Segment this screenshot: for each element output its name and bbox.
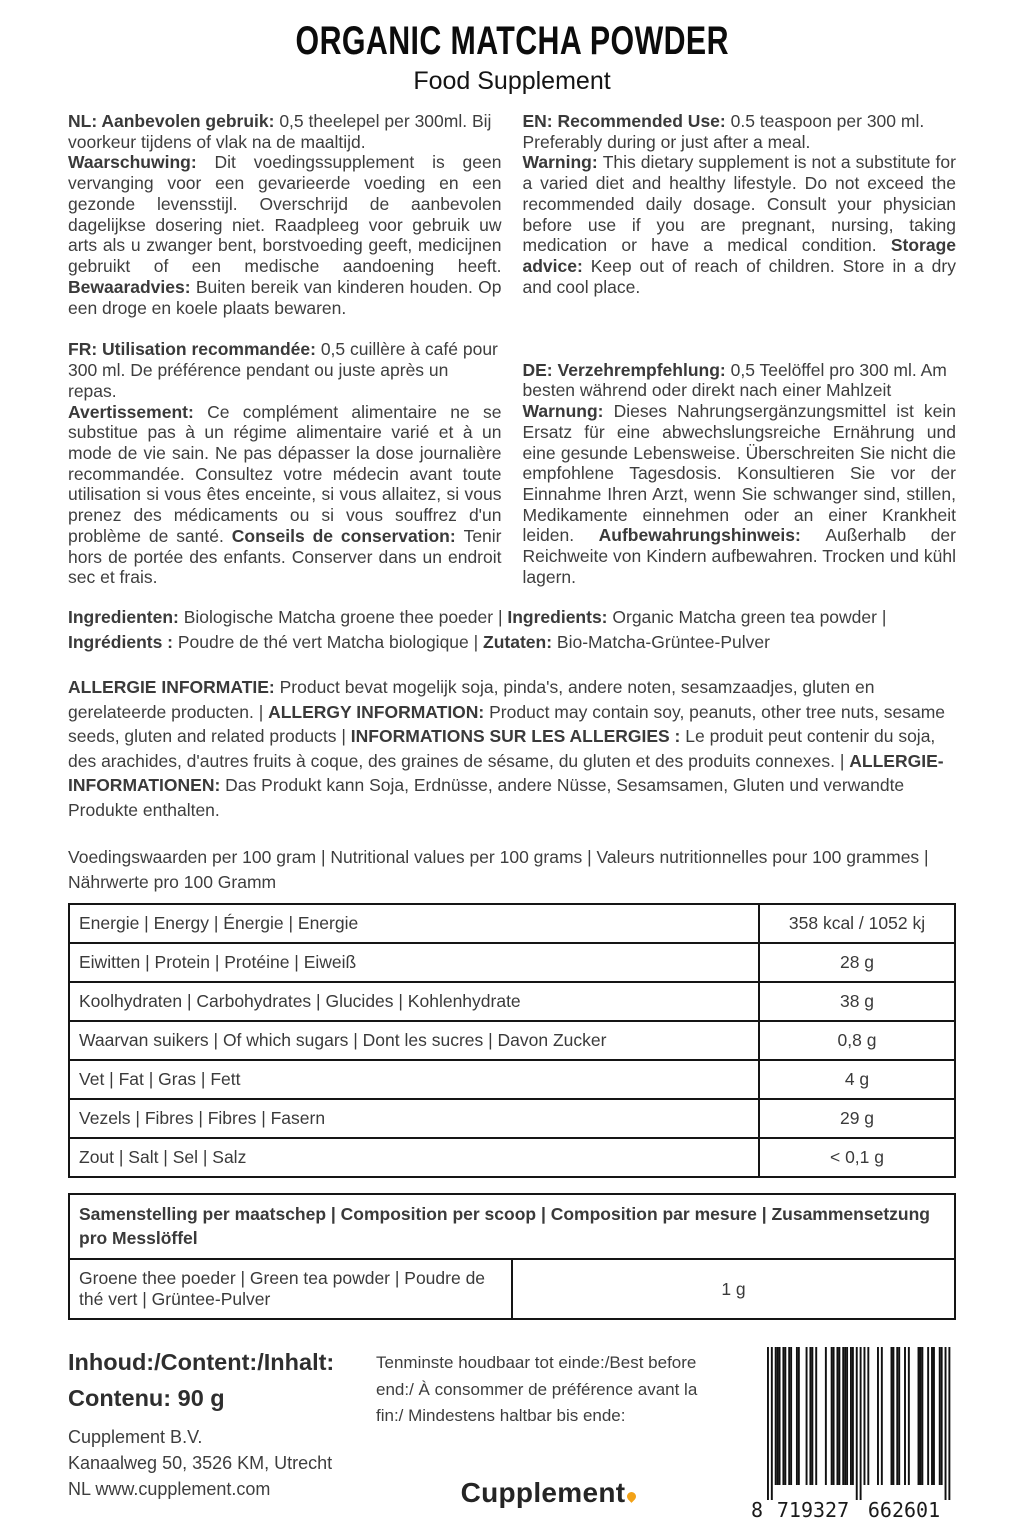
company-website: NL www.cupplement.com: [68, 1479, 271, 1500]
usage-block-en: [523, 111, 957, 298]
ingredients-text: Ingredienten: Biologische Matcha groene thee poeder | Ingredients: Organic Matcha green tea powder | Ingrédients : Poudre de thé vert Matcha biologique | Zutaten: Bio-Matcha-Grüntee-Pulver: [68, 607, 887, 652]
usage-column-right: [523, 111, 957, 588]
nutrition-row-carbohydrates: [69, 982, 955, 1021]
nutrition-value: 4 g: [759, 1060, 955, 1099]
nutrition-heading: Voedingswaarden per 100 gram | Nutritional values per 100 grams | Valeurs nutritionnelles pour 100 grammes | Nährwerte pro 100 Gramm: [68, 847, 929, 892]
nutrition-value: 38 g: [759, 982, 955, 1021]
content-amount-line2: Contenu: 90 g: [68, 1384, 225, 1411]
usage-en-recommended: EN: Recommended Use: 0.5 teaspoon per 300 ml. Preferably during or just after a meal.: [522, 111, 925, 152]
usage-nl-recommended: NL: Aanbevolen gebruik: 0,5 theelepel per 300ml. Bij voorkeur tijdens of vlak na de maaltijd.: [68, 111, 492, 152]
usage-block-nl: [68, 111, 502, 318]
nutrition-label: Waarvan suikers | Of which sugars | Dont les sucres | Davon Zucker: [69, 1021, 759, 1060]
nutrition-row-fibres: [69, 1099, 955, 1138]
nutrition-row-protein: [69, 943, 955, 982]
brand-logo: [376, 1477, 721, 1509]
nutrition-value: 0,8 g: [759, 1021, 955, 1060]
footer-content-block: [68, 1345, 376, 1502]
nutrition-row-energy: [69, 904, 955, 943]
usage-nl-warning: Waarschuwing: Dit voedingssupplement is geen vervanging voor een gevarieerde voeding en een gezonde levensstijl. Overschrijd de aanbevolen dagelijkse dosering niet. Raadpleeg voor gebruik uw arts als u zwanger bent, borstvoeding geeft, medicijnen gebruikt of een medische aandoening heeft. Bewaaradvies: Buiten bereik van kinderen houden. Op een droge en koele plaats bewaren.: [68, 152, 502, 318]
nutrition-row-salt: [69, 1138, 955, 1177]
usage-columns: [68, 111, 956, 588]
nutrition-value: 29 g: [759, 1099, 955, 1138]
usage-de-warning: Warnung: Dieses Nahrungsergänzungsmittel ist kein Ersatz für eine abwechslungsreiche Ernährung und eine gesunde Lebensweise. Überschreiten Sie nicht die empfohlene Tagesdosis. Konsultieren Sie vor der Einnahme Ihren Arzt, wenn Sie schwanger sind, stillen, Medikamente einnehmen oder an einer Krankheit leiden. Aufbewahrungshinweis: Außerhalb der Reichweite von Kindern aufbewahren. Trocken und kühl lagern.: [522, 401, 956, 587]
barcode-right-digits: 662601: [867, 1498, 941, 1523]
usage-block-fr: [68, 339, 502, 588]
nutrition-label: Zout | Salt | Sel | Salz: [69, 1138, 759, 1177]
nutrition-value: < 0,1 g: [759, 1138, 955, 1177]
company-name: Cupplement B.V.: [68, 1426, 203, 1447]
nutrition-row-fat: [69, 1060, 955, 1099]
composition-table: [68, 1193, 956, 1320]
composition-header-row: [69, 1194, 955, 1259]
allergy-text: ALLERGIE INFORMATIE: Product bevat mogelijk soja, pinda's, andere noten, sesamzaadjes, gluten en gerelateerde producten. | ALLERGY INFORMATION: Product may contain soy, peanuts, other tree nuts, sesame seeds, gluten and related products | INFORMATIONS SUR LES ALLERGIES : Le produit peut contenir du soja, des arachides, d'autres fruits à coque, des graines de sésame, du gluten et des produits connexes. | ALLERGIE-INFORMATIONEN: Das Produkt kann Soja, Erdnüsse, andere Nüsse, Sesamsamen, Gluten und verwandte Produkte enthalten.: [68, 677, 946, 820]
nutrition-label: Koolhydraten | Carbohydrates | Glucides | Kohlenhydrate: [69, 982, 759, 1021]
usage-column-left: [68, 111, 502, 588]
product-title: [68, 20, 956, 62]
composition-row-green-tea: [69, 1259, 955, 1319]
barcode-first-digit: 8: [750, 1498, 764, 1523]
nutrition-label: Eiwitten | Protein | Protéine | Eiweiß: [69, 943, 759, 982]
footer-middle-block: [376, 1345, 721, 1509]
best-before-text: Tenminste houdbaar tot einde:/Best before end:/ À consommer de préférence avant la fin:/ Mindestens haltbar bis ende:: [376, 1353, 698, 1426]
nutrition-label: Vet | Fat | Gras | Fett: [69, 1060, 759, 1099]
usage-fr-recommended: FR: Utilisation recommandée: 0,5 cuillère à café pour 300 ml. De préférence pendant ou juste après un repas.: [68, 339, 498, 401]
label-header: [68, 20, 956, 96]
nutrition-value: 358 kcal / 1052 kj: [759, 904, 955, 943]
usage-block-de: [523, 360, 957, 588]
brand-logo-dot-icon: [626, 1491, 639, 1504]
nutrition-row-sugars: [69, 1021, 955, 1060]
barcode-left-digits: 719327: [776, 1498, 850, 1523]
nutrition-label: Energie | Energy | Énergie | Energie: [69, 904, 759, 943]
content-amount-line1: Inhoud:/Content:/Inhalt:: [68, 1349, 335, 1376]
product-title-text: ORGANIC MATCHA POWDER: [295, 18, 729, 63]
composition-label: Groene thee poeder | Green tea powder | Poudre de thé vert | Grüntee-Pulver: [69, 1259, 512, 1319]
company-address: Kanaalweg 50, 3526 KM, Utrecht: [68, 1453, 333, 1473]
company-info: [68, 1424, 376, 1502]
usage-fr-warning: Avertissement: Ce complément alimentaire ne se substitue pas à un régime alimentaire varié et à un mode de vie sain. Ne pas dépasser la dose journalière recommandée. Consultez votre médecin avant toute utilisation si vous êtes enceinte, si vous allaitez, si vous prenez des médicaments ou si vous souffrez d'un problème de santé. Conseils de conservation: Tenir hors de portée des enfants. Conserver dans un endroit sec et frais.: [68, 401, 502, 588]
nutrition-label: Vezels | Fibres | Fibres | Fasern: [69, 1099, 759, 1138]
brand-logo-text: Cupplement: [460, 1477, 626, 1509]
composition-heading: Samenstelling per maatschep | Composition per scoop | Composition par mesure | Zusammensetzung pro Messlöffel: [69, 1194, 955, 1259]
label-footer: [68, 1345, 956, 1528]
barcode: [750, 1347, 956, 1523]
composition-value: 1 g: [512, 1259, 955, 1319]
nutrition-table: [68, 903, 956, 1178]
nutrition-value: 28 g: [759, 943, 955, 982]
usage-de-recommended: DE: Verzehrempfehlung: 0,5 Teelöffel pro 300 ml. Am besten während oder direkt nach einer Mahlzeit: [522, 359, 947, 401]
content-amount: [68, 1345, 376, 1416]
product-subtitle: Food Supplement: [413, 67, 611, 95]
usage-en-warning: Warning: This dietary supplement is not a substitute for a varied diet and healthy lifestyle. Do not exceed the recommended daily dosage. Consult your physician before use if you are pregnant, nursing, taking medication or have a medical condition. Storage advice: Keep out of reach of children. Store in a dry and cool place.: [522, 152, 956, 297]
footer-barcode-block: [750, 1345, 956, 1528]
